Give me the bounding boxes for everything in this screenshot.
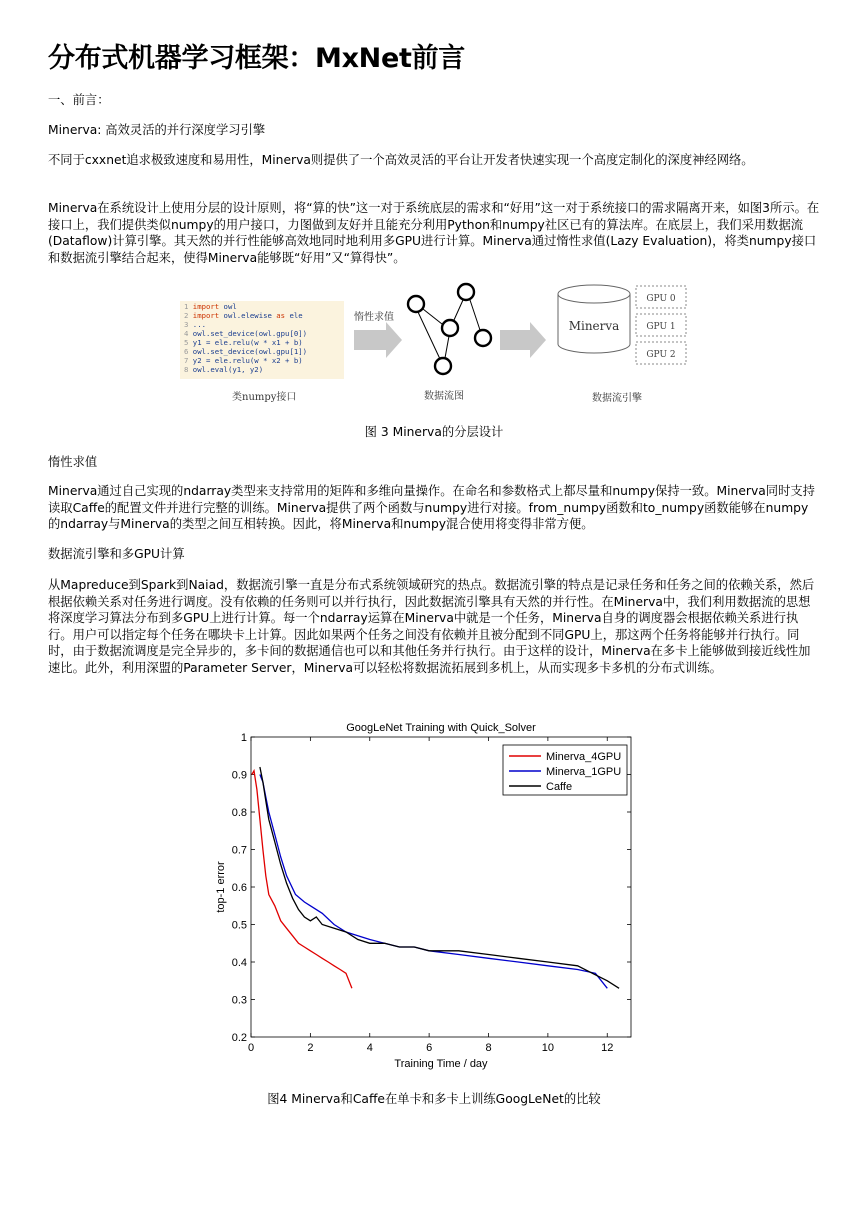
figure-3-diagram (170, 282, 700, 408)
gpu-label: GPU 1 (646, 322, 676, 332)
gpu-label: GPU 2 (646, 350, 676, 360)
dataflow-heading: 数据流引擎和多GPU计算 (48, 547, 185, 561)
code-line: 6 owl.set_device(owl.gpu[1]) (184, 347, 308, 356)
gpu-label: GPU 0 (646, 294, 676, 304)
minerva-database-icon (558, 285, 630, 353)
graph-node (442, 320, 458, 336)
x-tick-label: 0 (247, 1042, 255, 1054)
y-tick-label: 0.7 (231, 844, 247, 857)
code-line: 5 y1 = ele.relu(w * x1 + b) (184, 338, 303, 347)
gpu-boxes (636, 286, 686, 364)
x-tick-label: 6 (426, 1042, 433, 1054)
code-line: 7 y2 = ele.relu(w * x2 + b) (184, 356, 303, 365)
legend-label: Caffe (546, 781, 573, 793)
dataflow-graph-label: 数据流图 (424, 391, 464, 402)
x-tick-label: 12 (601, 1042, 614, 1054)
minerva-heading: Minerva: 高效灵活的并行深度学习引擎 (48, 123, 266, 137)
y-tick-label: 1 (240, 732, 247, 744)
code-line: 4 owl.set_device(owl.gpu[0]) (184, 329, 308, 338)
figure-3-caption: 图 3 Minerva的分层设计 (364, 425, 504, 439)
code-line: 8 owl.eval(y1, y2) (184, 365, 264, 374)
figure-4-caption: 图4 Minerva和Caffe在单卡和多卡上训练GoogLeNet的比较 (267, 1092, 601, 1106)
dataflow-engine-label: 数据流引擎 (592, 393, 642, 404)
chart-title: GoogLeNet Training with Quick_Solver (346, 722, 536, 734)
training-chart (200, 712, 650, 1072)
code-line: 2 import owl.elewise as ele (184, 311, 303, 320)
graph-node (435, 358, 451, 374)
paragraph-3: Minerva通过自己实现的ndarray类型来支持常用的矩阵和多维向量操作。在命名和参数格式上都尽量和numpy保持一致。Minerva同时支持读取Caffe的配置文件并进行完整的训练。Minerva提供了两个函数与numpy进行对接。from_numpy函数和to_numpy函数能够在numpy的ndarray与Minerva的类型之间互相转换。因此，将Minerva和numpy混合使用将变得非常方便。 (48, 484, 815, 532)
graph-node (408, 296, 424, 312)
code-line: 3 ... (184, 320, 206, 329)
lazy-eval-heading: 惰性求值 (48, 455, 98, 469)
x-tick-label: 4 (366, 1042, 373, 1054)
x-axis-label: Training Time / day (394, 1058, 488, 1070)
y-tick-label: 0.5 (231, 919, 247, 932)
graph-node (458, 284, 474, 300)
numpy-interface-label: 类numpy接口 (232, 392, 297, 403)
y-tick-label: 0.9 (231, 769, 247, 782)
code-lines (184, 302, 307, 374)
y-tick-label: 0.2 (231, 1032, 247, 1044)
y-tick-label: 0.4 (231, 957, 247, 969)
legend-label: Minerva_1GPU (546, 766, 622, 778)
paragraph-1: 不同于cxxnet追求极致速度和易用性，Minerva则提供了一个高效灵活的平台让开发者快速实现一个高度定制化的深度神经网络。 (48, 153, 754, 167)
graph-node (475, 330, 491, 346)
preface-heading: 一、前言： (48, 93, 110, 107)
y-tick-label: 0.8 (231, 807, 247, 819)
database-label: Minerva (568, 319, 620, 333)
paragraph-4: 从Mapreduce到Spark到Naiad，数据流引擎一直是分布式系统领域研究的热点。数据流引擎的特点是记录任务和任务之间的依赖关系，然后根据依赖关系对任务进行调度。没有依赖的任务则可以并行执行，因此数据流引擎具有天然的并行性。在Minerva中，我们利用数据流的思想将深度学习算法分布到多GPU上进行计算。每一个ndarray运算在Minerva中就是一个任务，Minerva自身的调度器会根据依赖关系进行执行。用户可以指定每个任务在哪块卡上计算。因此如果两个任务之间没有依赖并且被分配到不同GPU上，那这两个任务将能够并行执行。同时，由于数据流调度是完全异步的，多卡间的数据通信也可以和其他任务并行执行。由于这样的设计，Minerva在多卡上能够做到接近线性加速比。此外，利用深盟的Parameter Server，Minerva可以轻松将数据流拓展到多机上，从而实现多卡多机的分布式训练。 (48, 578, 815, 675)
arrow-1-icon (354, 322, 402, 358)
arrow-2-icon (500, 322, 546, 358)
y-tick-label: 0.3 (231, 994, 247, 1007)
paragraph-2: Minerva在系统设计上使用分层的设计原则，将“算的快”这一对于系统底层的需求和“好用”这一对于系统接口的需求隔离开来，如图3所示。在接口上，我们提供类似numpy的用户接口，力图做到友好并且能充分利用Python和numpy社区已有的算法库。在底层上，我们采用数据流(Dataflow)计算引擎。其天然的并行性能够高效地同时地利用多GPU进行计算。Minerva通过惰性求值(Lazy Evaluation)，将类numpy接口和数据流引擎结合起来，使得Minerva能够既“好用”又“算得快”。 (48, 201, 820, 265)
x-tick-label: 10 (541, 1042, 554, 1054)
legend-label: Minerva_4GPU (546, 751, 622, 763)
code-line: 1 import owl (184, 302, 237, 311)
dataflow-graph (408, 284, 491, 374)
x-tick-label: 8 (485, 1042, 492, 1054)
y-tick-label: 0.6 (231, 882, 247, 894)
lazy-eval-label: 惰性求值 (354, 312, 394, 323)
y-axis-label: top-1 error (215, 861, 227, 913)
x-tick-label: 2 (307, 1042, 314, 1054)
page-title: 分布式机器学习框架：MxNet前言 (48, 43, 465, 74)
